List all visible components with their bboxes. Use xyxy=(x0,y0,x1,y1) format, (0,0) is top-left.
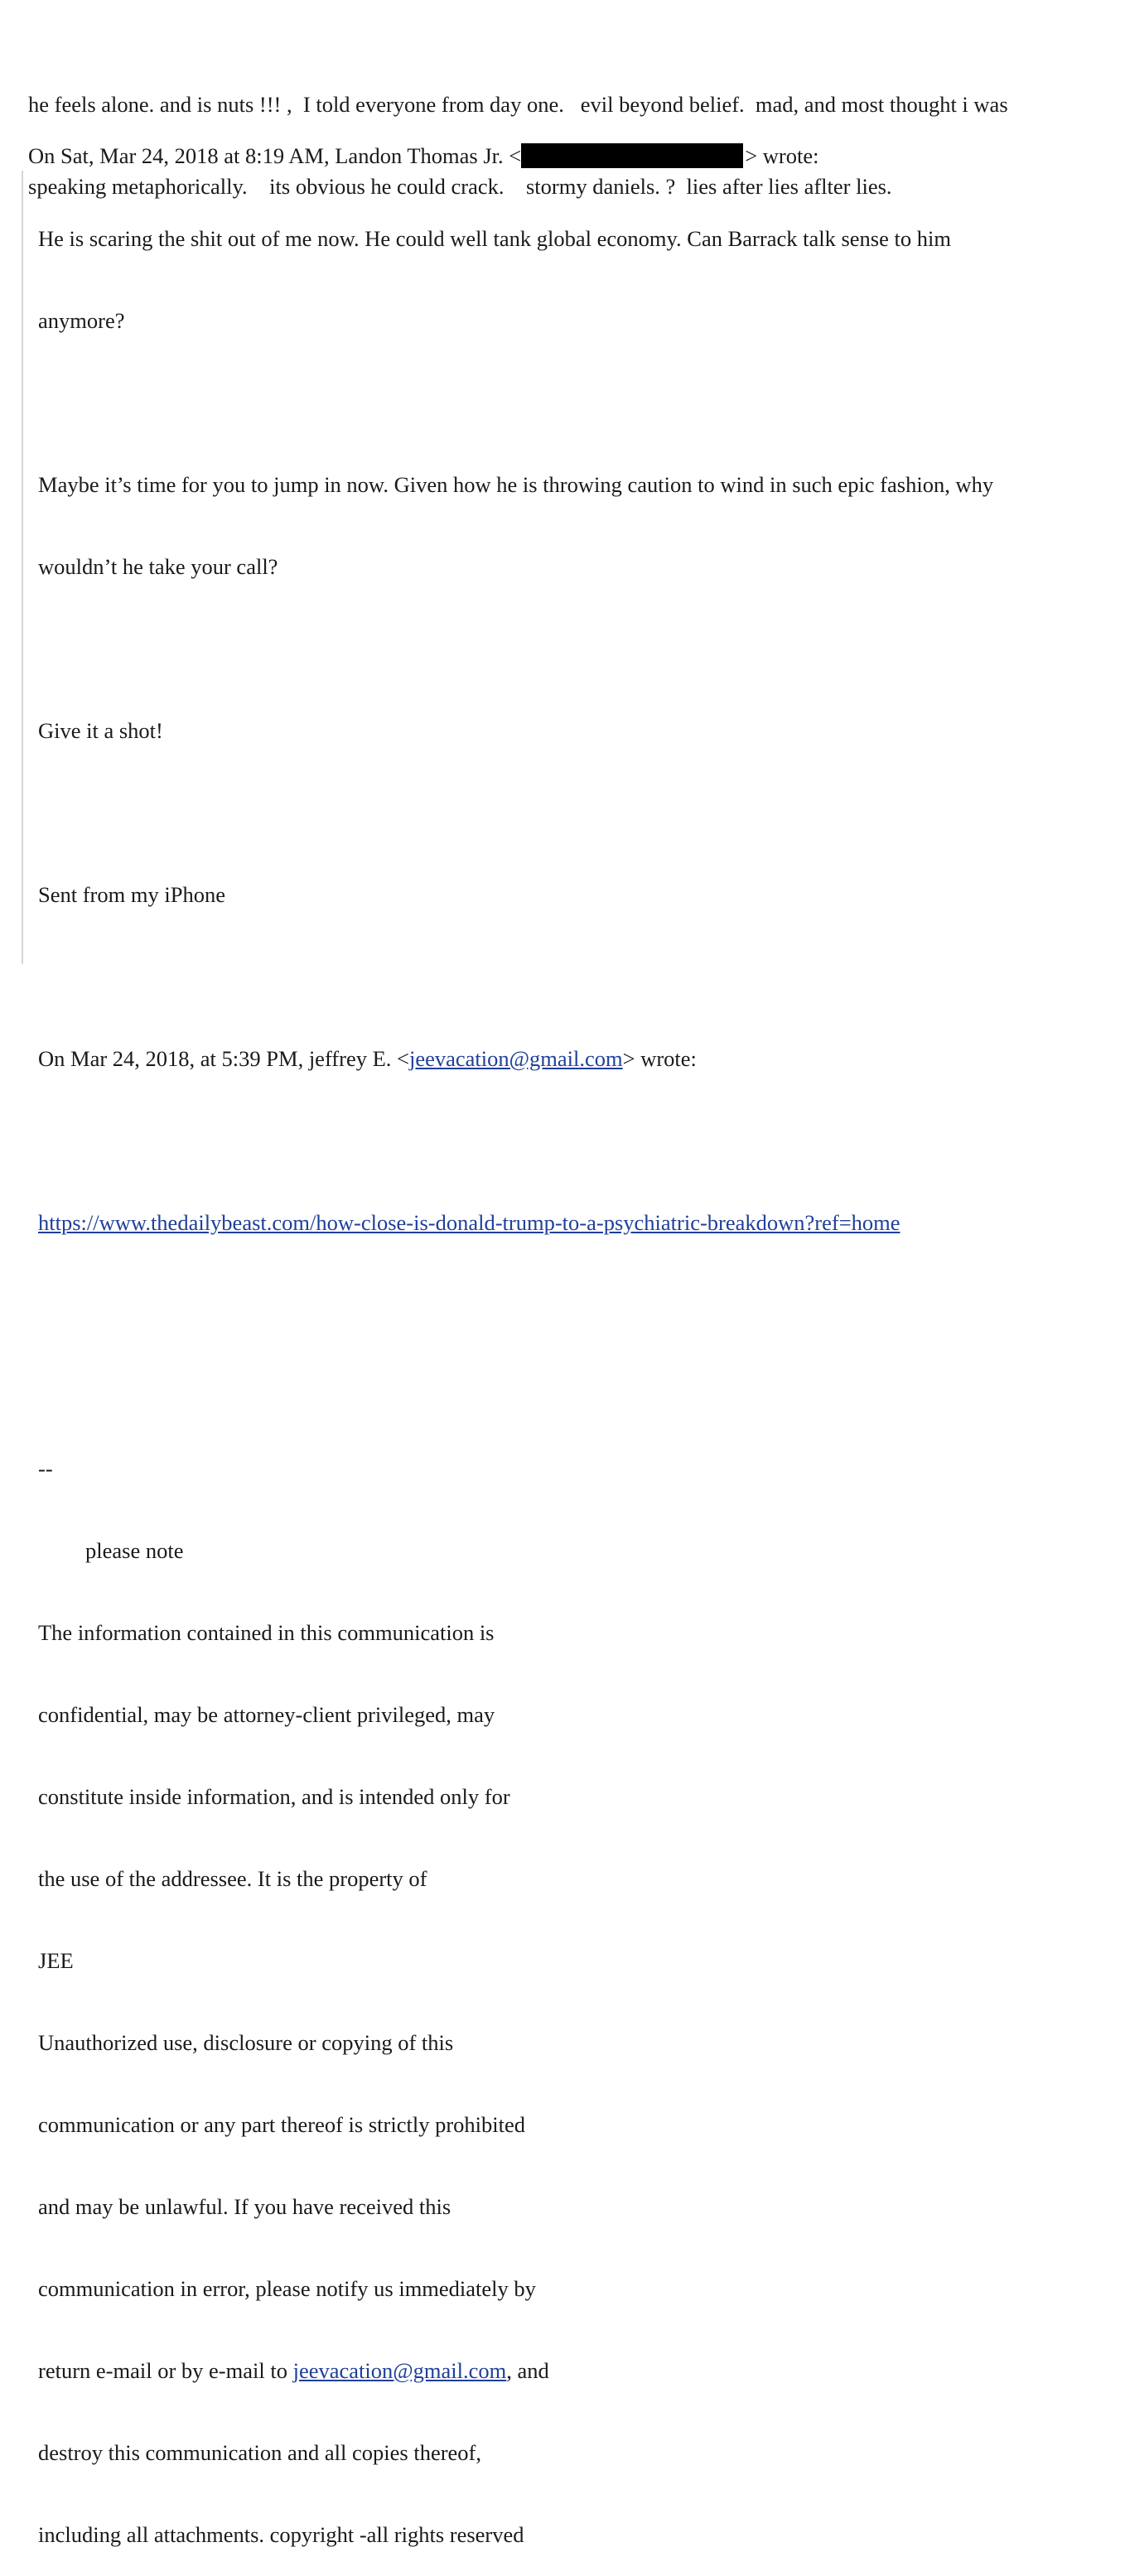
disclaimer-prefix: return e-mail or by e-mail to xyxy=(38,2358,293,2383)
reply-header xyxy=(28,142,819,170)
disclaimer-line: including all attachments. copyright -all rights reserved xyxy=(38,2522,524,2547)
inner-header-prefix: On Mar 24, 2018, at 5:39 PM, jeffrey E. < xyxy=(38,1046,409,1071)
quoted-paragraph-line: wouldn’t he take your call? xyxy=(38,554,278,579)
email-link[interactable]: jeevacation@gmail.com xyxy=(292,2358,507,2383)
disclaimer-line: communication or any part thereof is strictly prohibited xyxy=(38,2112,525,2137)
disclaimer-line: destroy this communication and all copies thereof, xyxy=(38,2440,482,2465)
sent-from-line: Sent from my iPhone xyxy=(38,882,225,907)
disclaimer-line: and may be unlawful. If you have received this xyxy=(38,2194,451,2219)
inner-header-suffix: > wrote: xyxy=(622,1046,697,1071)
quoted-paragraph: Give it a shot! xyxy=(38,718,163,743)
disclaimer-suffix: , and xyxy=(506,2358,549,2383)
email-link[interactable]: jeevacation@gmail.com xyxy=(408,1046,623,1071)
quoted-message xyxy=(38,171,993,2576)
disclaimer-line: The information contained in this communication is xyxy=(38,1620,495,1645)
signature-separator: -- xyxy=(38,1456,53,1481)
article-link[interactable]: https://www.thedailybeast.com/how-close-is-donald-trump-to-a-psychiatric-breakdown?ref=home xyxy=(38,1210,900,1235)
signature-note: please note xyxy=(85,1538,184,1563)
reply-header-prefix: On Sat, Mar 24, 2018 at 8:19 AM, Landon Thomas Jr. < xyxy=(28,143,522,168)
top-message-line: speaking metaphorically. its obvious he could crack. stormy daniels. ? lies after lies aflter lies. xyxy=(28,174,892,199)
quoted-paragraph-line: He is scaring the shit out of me now. He could well tank global economy. Can Barrack talk sense to him xyxy=(38,226,951,251)
reply-header-suffix: > wrote: xyxy=(745,143,819,168)
disclaimer-line: the use of the addressee. It is the property of xyxy=(38,1866,427,1891)
inner-reply-header xyxy=(38,1045,993,1073)
quote-bar xyxy=(22,171,23,964)
top-message-line: he feels alone. and is nuts !!! , I told everyone from day one. evil beyond belief. mad, and most thought i was xyxy=(28,92,1008,117)
quoted-paragraph-line: Maybe it’s time for you to jump in now. Given how he is throwing caution to wind in such epic fashion, why xyxy=(38,472,994,497)
disclaimer-line: confidential, may be attorney-client privileged, may xyxy=(38,1702,495,1727)
disclaimer-line xyxy=(38,2357,993,2385)
redaction-box xyxy=(521,143,743,168)
disclaimer-line: Unauthorized use, disclosure or copying of this xyxy=(38,2030,454,2055)
disclaimer-line: JEE xyxy=(38,1948,74,1973)
disclaimer-line: constitute inside information, and is intended only for xyxy=(38,1784,510,1809)
quoted-paragraph-line: anymore? xyxy=(38,308,125,333)
disclaimer-line: communication in error, please notify us immediately by xyxy=(38,2276,536,2301)
